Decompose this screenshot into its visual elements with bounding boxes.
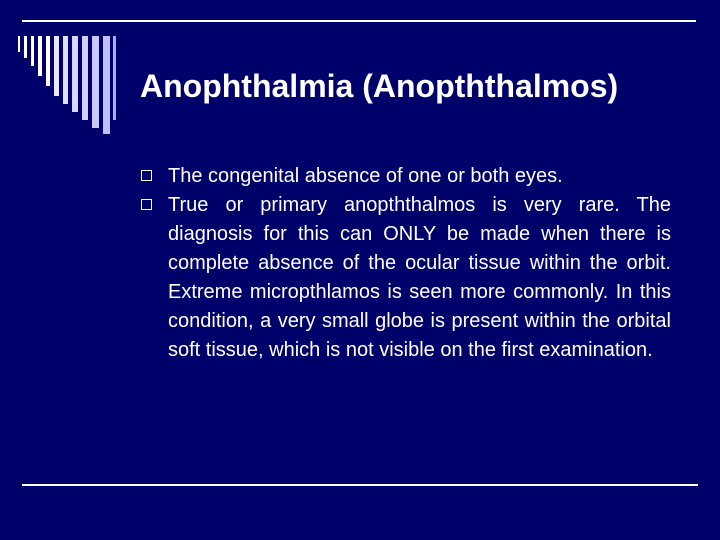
bottom-rule [22, 484, 698, 486]
decorative-stripe [54, 36, 59, 96]
decorative-stripe [63, 36, 68, 104]
decorative-stripe [72, 36, 78, 112]
square-bullet-icon [141, 199, 152, 210]
bullet-list [140, 162, 671, 365]
decorative-stripe [18, 36, 20, 52]
decorative-stripe [24, 36, 27, 58]
decorative-stripe [46, 36, 50, 86]
bullet-item [140, 191, 671, 365]
bullet-text: True or primary anopththalmos is very rare. The diagnosis for this can ONLY be made when there is complete absence of the ocular tissue within the orbit. Extreme micropthlamos is seen more commonly. In this condition, a very small globe is present within the orbital soft tissue, which is not visible on the first examination. [168, 194, 671, 361]
decorative-stripe [82, 36, 88, 120]
slide-title: Anophthalmia (Anopththalmos) [140, 68, 619, 104]
bullet-item [140, 162, 671, 191]
decorative-stripe [92, 36, 99, 128]
decorative-stripe [103, 36, 110, 134]
decorative-stripe [113, 36, 116, 120]
decorative-stripe [38, 36, 42, 76]
decorative-stripe [31, 36, 34, 66]
bullet-text: The congenital absence of one or both eyes. [168, 165, 563, 187]
square-bullet-icon [141, 170, 152, 181]
